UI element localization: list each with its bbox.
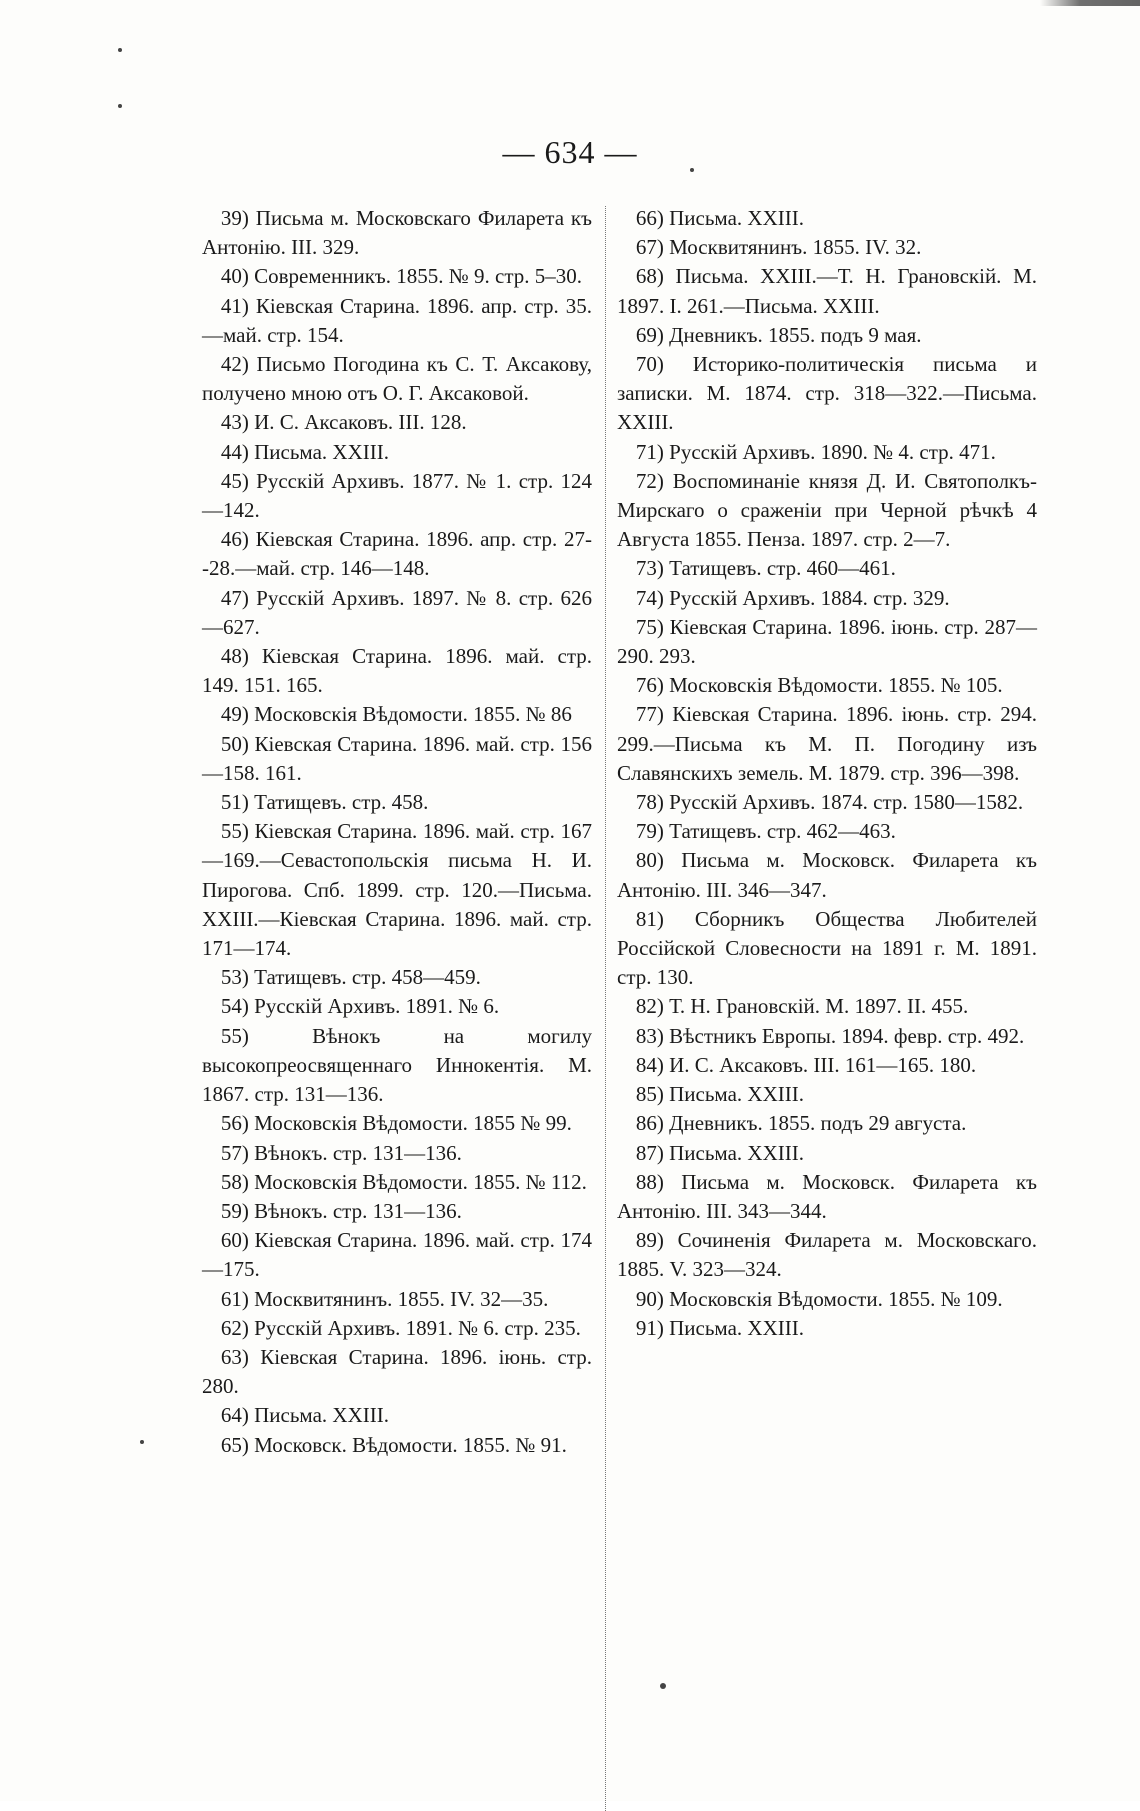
note-88: 88) Письма м. Московск. Филарета къ Антонію. III. 343—344. [617,1169,1037,1223]
note-85: 85) Письма. XXIII. [635,1082,804,1107]
scan-edge-mark [1040,0,1140,6]
column-divider [605,206,607,1811]
note-59: 59) Вѣнокъ. стр. 131—136. [220,1198,462,1223]
note-52: 55) Кіевская Старина. 1896. май. стр. 167—169.—Севастопольскія письма Н. И. Пирогова. Спб. 1899. стр. 120.—Письма. XXIII.—Кіевская Старина. 1896. май. стр. 171—174. [202,819,592,961]
note-68: 68) Письма. XXIII.—Т. Н. Грановскій. М. 1897. I. 261.—Письма. XXIII. [617,264,1037,318]
note-55: 55) Вѣнокъ на могилу высокопреосвященнаго Иннокентія. М. 1867. стр. 131—136. [202,1023,592,1107]
note-50: 50) Кіевская Старина. 1896. май. стр. 156—158. 161. [202,731,592,785]
note-64: 64) Письма. XXIII. [220,1403,389,1428]
note-82: 82) Т. Н. Грановскій. М. 1897. II. 455. [635,994,969,1019]
note-65: 65) Московск. Вѣдомости. 1855. № 91. [220,1432,567,1457]
note-79: 79) Татищевъ. стр. 462—463. [635,819,896,844]
note-78: 78) Русскій Архивъ. 1874. стр. 1580—1582. [635,790,1024,815]
note-41: 41) Кіевская Старина. 1896. апр. стр. 35.—май. стр. 154. [202,293,592,347]
note-77: 77) Кіевская Старина. 1896. іюнь. стр. 294. 299.—Письма къ М. П. Погодину изъ Славянскихъ земель. М. 1879. стр. 396—398. [617,702,1037,785]
note-83: 83) Вѣстникъ Европы. 1894. февр. стр. 492. [635,1023,1025,1048]
note-74: 74) Русскій Архивъ. 1884. стр. 329. [635,585,950,610]
note-60: 60) Кіевская Старина. 1896. май. стр. 174—175. [202,1228,592,1282]
note-84: 84) И. С. Аксаковъ. III. 161—165. 180. [635,1052,977,1077]
scan-speck [660,1683,666,1689]
note-90: 90) Московскія Вѣдомости. 1855. № 109. [635,1286,1003,1311]
scan-speck [140,1440,144,1444]
note-63: 63) Кіевская Старина. 1896. іюнь. стр. 280. [202,1344,592,1399]
note-81: 81) Сборникъ Общества Любителей Россійской Словесности на 1891 г. М. 1891. стр. 130. [617,906,1037,990]
note-73: 73) Татищевъ. стр. 460—461. [635,556,896,581]
scan-speck [690,168,694,172]
note-67: 67) Москвитянинъ. 1855. IV. 32. [635,235,922,260]
left-notes-column [202,204,592,1460]
note-42: 42) Письмо Погодина къ С. Т. Аксакову, получено мною отъ О. Г. Аксаковой. [202,352,592,406]
note-58: 58) Московскія Вѣдомости. 1855. № 112. [220,1169,587,1194]
note-72: 72) Воспоминаніе князя Д. И. Святополкъ-Мирскаго о сраженіи при Черной рѣчкѣ 4 Августа 1855. Пенза. 1897. стр. 2—7. [617,468,1037,552]
note-61: 61) Москвитянинъ. 1855. IV. 32—35. [220,1286,549,1311]
note-57: 57) Вѣнокъ. стр. 131—136. [220,1140,462,1165]
page-number: — 634 — [502,134,638,170]
scan-speck [118,104,122,108]
note-49: 49) Московскія Вѣдомости. 1855. № 86 [220,702,572,727]
note-87: 87) Письма. XXIII. [635,1140,804,1165]
note-89: 89) Сочиненія Филарета м. Московскаго. 1885. V. 323—324. [617,1228,1037,1282]
note-75: 75) Кіевская Старина. 1896. іюнь. стр. 287—290. 293. [617,614,1037,669]
note-40: 40) Современникъ. 1855. № 9. стр. 5–30. [220,264,583,289]
note-76: 76) Московскія Вѣдомости. 1855. № 105. [635,673,1003,698]
note-43: 43) И. С. Аксаковъ. III. 128. [220,410,467,435]
note-47: 47) Русскій Архивъ. 1897. № 8. стр. 626—627. [202,585,592,639]
scan-speck [118,48,122,52]
note-56: 56) Московскія Вѣдомости. 1855 № 99. [220,1111,572,1136]
note-53: 53) Татищевъ. стр. 458—459. [220,965,481,990]
note-66: 66) Письма. XXIII. [635,206,804,230]
note-44: 44) Письма. XXIII. [220,439,389,464]
note-71: 71) Русскій Архивъ. 1890. № 4. стр. 471. [635,439,996,464]
note-39: 39) Письма м. Московскаго Филарета къ Антонію. III. 329. [202,206,592,260]
note-91: 91) Письма. XXIII. [635,1315,804,1340]
note-46: 46) Кіевская Старина. 1896. апр. стр. 27--28.—май. стр. 146—148. [202,527,592,581]
note-62: 62) Русскій Архивъ. 1891. № 6. стр. 235. [220,1315,581,1340]
note-86: 86) Дневникъ. 1855. подъ 29 августа. [635,1111,967,1136]
right-notes-column [617,204,1037,1343]
note-45: 45) Русскій Архивъ. 1877. № 1. стр. 124—142. [202,468,592,523]
note-54: 54) Русскій Архивъ. 1891. № 6. [220,994,500,1019]
note-51: 51) Татищевъ. стр. 458. [220,790,429,815]
note-80: 80) Письма м. Московск. Филарета къ Антонію. III. 346—347. [617,848,1037,902]
note-48: 48) Кіевская Старина. 1896. май. стр. 149. 151. 165. [202,644,592,698]
note-70: 70) Историко-политическія письма и записки. М. 1874. стр. 318—322.—Письма. XXIII. [617,352,1037,435]
note-69: 69) Дневникъ. 1855. подъ 9 мая. [635,322,922,347]
